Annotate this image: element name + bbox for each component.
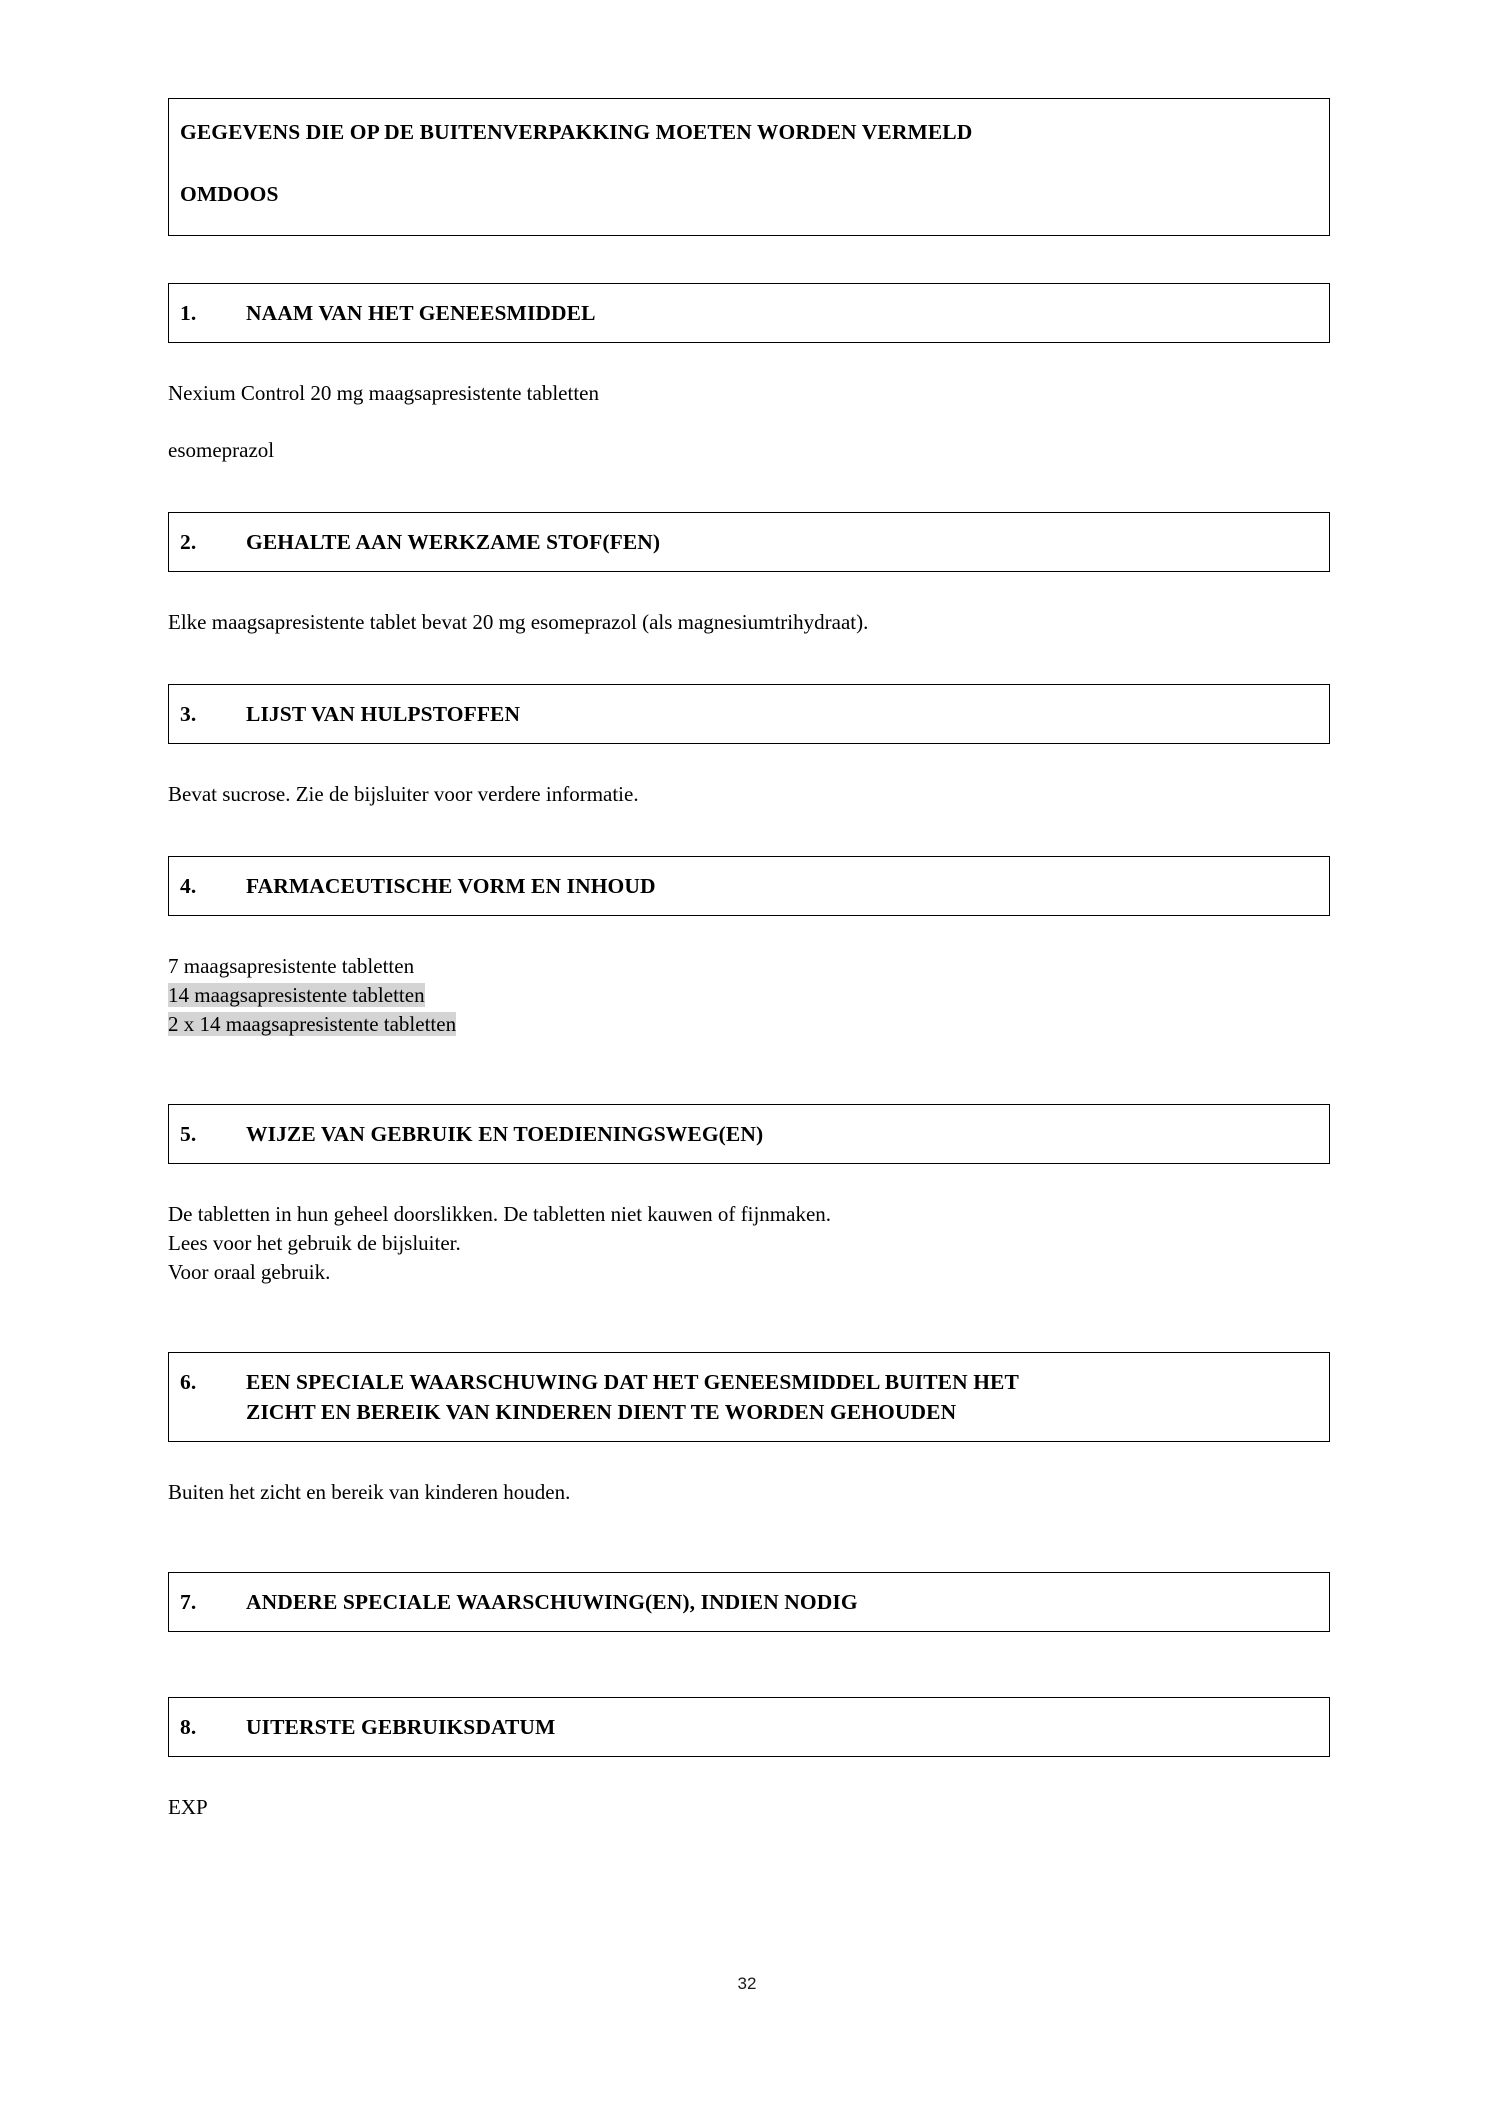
section-number-4: 4. bbox=[180, 874, 197, 898]
packaging-header-box bbox=[168, 98, 1330, 236]
section-number-6: 6. bbox=[180, 1370, 197, 1394]
expiry-label: EXP bbox=[168, 1795, 208, 1819]
body-line: Nexium Control 20 mg maagsapresistente tabletten bbox=[168, 381, 599, 405]
section-header-6 bbox=[168, 1352, 1330, 1442]
section-title-8: UITERSTE GEBRUIKSDATUM bbox=[246, 1715, 556, 1739]
spacer bbox=[168, 1554, 1330, 1572]
section-header-8 bbox=[168, 1697, 1330, 1757]
section-title-4: FARMACEUTISCHE VORM EN INHOUD bbox=[246, 874, 656, 898]
body-line: Voor oraal gebruik. bbox=[168, 1260, 331, 1284]
spacer bbox=[168, 809, 1330, 856]
body-line: esomeprazol bbox=[168, 438, 275, 462]
section-number-7: 7. bbox=[180, 1590, 197, 1614]
spacer bbox=[168, 744, 1330, 780]
spacer bbox=[168, 408, 1330, 436]
section-body-1 bbox=[168, 379, 1330, 465]
section-number-2: 2. bbox=[180, 530, 197, 554]
section-title-2: GEHALTE AAN WERKZAME STOF(FEN) bbox=[246, 530, 661, 554]
spacer bbox=[168, 1039, 1330, 1086]
section-header-1 bbox=[168, 283, 1330, 343]
spacer bbox=[168, 236, 1330, 283]
pack-size-7: 7 maagsapresistente tabletten bbox=[168, 954, 415, 978]
section-title-7: ANDERE SPECIALE WAARSCHUWING(EN), INDIEN NODIG bbox=[246, 1590, 858, 1614]
section-number-1: 1. bbox=[180, 301, 197, 325]
body-line: De tabletten in hun geheel doorslikken. De tabletten niet kauwen of fijnmaken. bbox=[168, 1202, 832, 1226]
body-line: Lees voor het gebruik de bijsluiter. bbox=[168, 1231, 461, 1255]
pack-size-2x14: 2 x 14 maagsapresistente tabletten bbox=[168, 1012, 457, 1036]
spacer bbox=[168, 1679, 1330, 1697]
section-body-3 bbox=[168, 780, 1330, 809]
spacer bbox=[168, 1164, 1330, 1200]
spacer bbox=[168, 1757, 1330, 1793]
spacer bbox=[168, 572, 1330, 608]
section-body-2 bbox=[168, 608, 1330, 637]
spacer bbox=[168, 1334, 1330, 1352]
section-title-3: LIJST VAN HULPSTOFFEN bbox=[246, 702, 521, 726]
section-number-3: 3. bbox=[180, 702, 197, 726]
section-number-5: 5. bbox=[180, 1122, 197, 1146]
spacer bbox=[168, 1442, 1330, 1478]
section-body-6 bbox=[168, 1478, 1330, 1507]
section-title-6-line2: ZICHT EN BEREIK VAN KINDEREN DIENT TE WORDEN GEHOUDEN bbox=[246, 1400, 957, 1424]
packaging-header-line2: OMDOOS bbox=[180, 182, 279, 206]
page-number: 32 bbox=[737, 1974, 757, 1993]
section-body-8 bbox=[168, 1793, 1330, 1822]
pack-size-line-highlighted bbox=[168, 981, 1330, 1010]
document-content bbox=[168, 98, 1330, 1822]
section-title-6-line1: EEN SPECIALE WAARSCHUWING DAT HET GENEESMIDDEL BUITEN HET bbox=[246, 1370, 1019, 1394]
section-body-5 bbox=[168, 1200, 1330, 1287]
body-line: Elke maagsapresistente tablet bevat 20 mg esomeprazol (als magnesiumtrihydraat). bbox=[168, 610, 869, 634]
packaging-header-line1: GEGEVENS DIE OP DE BUITENVERPAKKING MOETEN WORDEN VERMELD bbox=[180, 120, 973, 144]
header-box-spacer bbox=[180, 147, 1319, 179]
body-line: Buiten het zicht en bereik van kinderen houden. bbox=[168, 1480, 571, 1504]
spacer bbox=[168, 465, 1330, 512]
pack-size-line bbox=[168, 952, 1330, 981]
spacer bbox=[168, 637, 1330, 684]
section-body-4 bbox=[168, 952, 1330, 1039]
section-title-1: NAAM VAN HET GENEESMIDDEL bbox=[246, 301, 596, 325]
spacer bbox=[168, 916, 1330, 952]
section-header-3 bbox=[168, 684, 1330, 744]
section-number-8: 8. bbox=[180, 1715, 197, 1739]
section-header-4 bbox=[168, 856, 1330, 916]
spacer bbox=[168, 343, 1330, 379]
pack-size-line-highlighted bbox=[168, 1010, 1330, 1039]
section-header-5 bbox=[168, 1104, 1330, 1164]
spacer bbox=[168, 1632, 1330, 1679]
section-header-2 bbox=[168, 512, 1330, 572]
spacer bbox=[168, 1086, 1330, 1104]
spacer bbox=[168, 1287, 1330, 1334]
pack-size-14: 14 maagsapresistente tabletten bbox=[168, 983, 425, 1007]
section-header-7 bbox=[168, 1572, 1330, 1632]
body-line: Bevat sucrose. Zie de bijsluiter voor verdere informatie. bbox=[168, 782, 639, 806]
section-title-5: WIJZE VAN GEBRUIK EN TOEDIENINGSWEG(EN) bbox=[246, 1122, 764, 1146]
spacer bbox=[168, 1507, 1330, 1554]
